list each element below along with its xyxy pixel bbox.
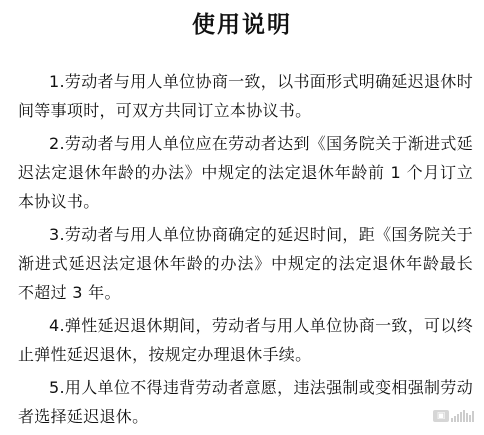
instruction-list [18,67,473,435]
signal-bars-icon [451,410,474,422]
instruction-item-4: 4.弹性延迟退休期间，劳动者与用人单位协商一致，可以终止弹性延迟退休，按规定办理退休手续。 [18,316,473,364]
instruction-item-3: 3.劳动者与用人单位协商确定的延迟时间，距《国务院关于渐进式延迟法定退休年龄的办法》中规定的法定退休年龄最长不超过 3 年。 [18,225,473,302]
document-title: 使用说明 [192,12,292,38]
instruction-item-2: 2.劳动者与用人单位应在劳动者达到《国务院关于渐进式延迟法定退休年龄的办法》中规定的法定退休年龄前 1 个月订立本协议书。 [18,134,473,211]
instruction-item-5: 5.用人单位不得违背劳动者意愿，违法强制或变相强制劳动者选择延迟退休。 [18,378,473,426]
watermark [433,410,474,422]
image-icon: ▣ [433,410,449,422]
instruction-item-1: 1.劳动者与用人单位协商一致，以书面形式明确延迟退休时间等事项时，可双方共同订立本协议书。 [18,72,473,120]
